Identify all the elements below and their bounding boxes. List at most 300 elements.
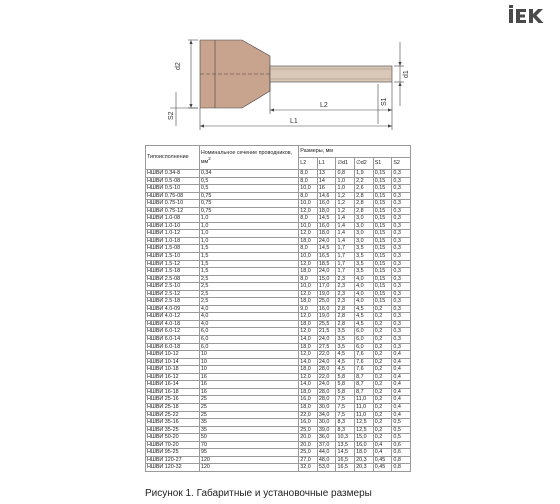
l2-arrow-left <box>270 108 274 111</box>
d1-arrow-bottom <box>398 82 401 86</box>
cell-l1: 18,0 <box>317 207 336 215</box>
cell-d2: 3,5 <box>355 268 374 276</box>
cell-l1: 37,0 <box>317 441 336 449</box>
cell-s1: 0,15 <box>373 290 392 298</box>
cell-type: НШВИ 2.5-08 <box>146 275 200 283</box>
cell-d2: 6,0 <box>355 328 374 336</box>
table-row <box>146 200 411 208</box>
cell-section: 2,5 <box>199 298 298 306</box>
cell-type: НШВИ 1.0-12 <box>146 230 200 238</box>
cell-s1: 0,2 <box>373 403 392 411</box>
cell-d1: 1,7 <box>336 245 355 253</box>
cell-section: 10 <box>199 358 298 366</box>
cell-d2: 8,7 <box>355 388 374 396</box>
cell-s2: 0,3 <box>392 298 411 306</box>
cell-s2: 0,4 <box>392 351 411 359</box>
cell-section: 0,5 <box>199 185 298 193</box>
label-l2: L2 <box>320 102 328 109</box>
table-row <box>146 170 411 178</box>
cell-s2: 0,3 <box>392 275 411 283</box>
cell-l1: 24,0 <box>317 237 336 245</box>
cell-d1: 4,5 <box>336 358 355 366</box>
cell-s1: 0,15 <box>373 237 392 245</box>
cell-s1: 0,2 <box>373 388 392 396</box>
cell-l1: 24,0 <box>317 381 336 389</box>
cell-type: НШВИ 0.75-10 <box>146 200 200 208</box>
cell-l2: 10,0 <box>299 222 318 230</box>
cell-s2: 0,6 <box>392 449 411 457</box>
cell-l1: 48,0 <box>317 456 336 464</box>
cell-s2: 0,3 <box>392 305 411 313</box>
cell-d1: 8,3 <box>336 426 355 434</box>
table-row <box>146 230 411 238</box>
cell-d1: 7,5 <box>336 403 355 411</box>
cell-d1: 3,5 <box>336 336 355 344</box>
cell-l2: 18,0 <box>299 320 318 328</box>
cell-s1: 0,15 <box>373 200 392 208</box>
cell-s1: 0,15 <box>373 185 392 193</box>
cell-d1: 1,2 <box>336 192 355 200</box>
cell-type: НШВИ 0.5-10 <box>146 185 200 193</box>
cell-d2: 4,5 <box>355 313 374 321</box>
cell-l2: 12,0 <box>299 328 318 336</box>
cell-d1: 3,5 <box>336 343 355 351</box>
cell-l1: 25,0 <box>317 298 336 306</box>
cell-s1: 0,2 <box>373 305 392 313</box>
table-row <box>146 403 411 411</box>
table-row <box>146 313 411 321</box>
cell-d2: 20,3 <box>355 456 374 464</box>
header-s1: S1 <box>373 158 392 170</box>
cell-l2: 20,0 <box>299 434 318 442</box>
cell-section: 4,0 <box>199 320 298 328</box>
cell-type: НШВИ 1.0-10 <box>146 222 200 230</box>
cell-type: НШВИ 1.5-18 <box>146 268 200 276</box>
cell-d2: 11,0 <box>355 403 374 411</box>
header-section-unit-sup: 2 <box>208 156 211 162</box>
cell-s2: 0,3 <box>392 313 411 321</box>
cell-l1: 24,0 <box>317 268 336 276</box>
cell-d2: 2,2 <box>355 177 374 185</box>
cell-s1: 0,15 <box>373 253 392 261</box>
logo-i-stem <box>509 9 513 23</box>
header-l1: L1 <box>317 158 336 170</box>
cell-l2: 12,0 <box>299 260 318 268</box>
cell-l2: 12,0 <box>299 207 318 215</box>
cell-type: НШВИ 2.5-12 <box>146 290 200 298</box>
cell-s1: 0,2 <box>373 313 392 321</box>
l2-arrow-right <box>388 108 392 111</box>
cell-d2: 4,0 <box>355 298 374 306</box>
cell-section: 4,0 <box>199 305 298 313</box>
cell-d1: 13,5 <box>336 441 355 449</box>
cell-l1: 16,0 <box>317 200 336 208</box>
cell-d1: 2,3 <box>336 298 355 306</box>
cell-d2: 6,0 <box>355 343 374 351</box>
header-section-unit: мм <box>200 158 209 165</box>
cell-d1: 4,5 <box>336 366 355 374</box>
cell-s2: 0,4 <box>392 411 411 419</box>
cell-s2: 0,4 <box>392 403 411 411</box>
l1-arrow-right <box>388 124 392 127</box>
table-row <box>146 358 411 366</box>
cell-d2: 2,8 <box>355 192 374 200</box>
header-d1: ∅d1 <box>336 158 355 170</box>
cell-s1: 0,2 <box>373 358 392 366</box>
cell-l2: 18,0 <box>299 237 318 245</box>
cell-s1: 0,15 <box>373 222 392 230</box>
table-row <box>146 177 411 185</box>
cell-s1: 0,15 <box>373 283 392 291</box>
cell-type: НШВИ 1.5-12 <box>146 260 200 268</box>
table-row <box>146 260 411 268</box>
cell-s2: 0,4 <box>392 388 411 396</box>
cell-s1: 0,4 <box>373 441 392 449</box>
cell-type: НШВИ 10-12 <box>146 351 200 359</box>
header-section <box>199 146 298 170</box>
cell-d2: 11,0 <box>355 396 374 404</box>
cell-type: НШВИ 35-16 <box>146 419 200 427</box>
cell-section: 10 <box>199 366 298 374</box>
label-l1: L1 <box>290 118 298 125</box>
cell-d2: 3,0 <box>355 215 374 223</box>
cell-l2: 16,0 <box>299 419 318 427</box>
cell-l1: 14 <box>317 177 336 185</box>
table-row <box>146 222 411 230</box>
cell-l1: 22,0 <box>317 373 336 381</box>
table-row <box>146 305 411 313</box>
cell-d1: 1,4 <box>336 222 355 230</box>
cell-d2: 2,8 <box>355 207 374 215</box>
cell-section: 1,5 <box>199 260 298 268</box>
table-row <box>146 396 411 404</box>
cell-l1: 18,0 <box>317 230 336 238</box>
cell-d2: 4,0 <box>355 290 374 298</box>
cell-s1: 0,2 <box>373 426 392 434</box>
cell-s1: 0,2 <box>373 320 392 328</box>
cell-section: 6,0 <box>199 343 298 351</box>
cell-l1: 28,0 <box>317 388 336 396</box>
header-s2: S2 <box>392 158 411 170</box>
cell-d1: 1,4 <box>336 230 355 238</box>
table-body <box>146 170 411 472</box>
cell-l2: 18,0 <box>299 403 318 411</box>
d2-arrow-top <box>189 40 192 44</box>
cell-section: 1,5 <box>199 268 298 276</box>
table-header-row-1 <box>146 146 411 158</box>
cell-l1: 16 <box>317 185 336 193</box>
cell-l1: 30,0 <box>317 403 336 411</box>
cell-d2: 1,9 <box>355 170 374 178</box>
cell-type: НШВИ 6.0-18 <box>146 343 200 351</box>
cell-section: 50 <box>199 434 298 442</box>
cell-d1: 16,5 <box>336 456 355 464</box>
cell-section: 1,5 <box>199 253 298 261</box>
cell-l2: 12,0 <box>299 230 318 238</box>
cell-l2: 10,0 <box>299 185 318 193</box>
cell-d1: 1,0 <box>336 177 355 185</box>
cell-type: НШВИ 16-14 <box>146 381 200 389</box>
cell-s2: 0,3 <box>392 192 411 200</box>
cell-s2: 0,8 <box>392 456 411 464</box>
cell-section: 6,0 <box>199 336 298 344</box>
table-row <box>146 456 411 464</box>
cell-l1: 39,0 <box>317 426 336 434</box>
cell-s1: 0,15 <box>373 215 392 223</box>
cell-l2: 12,0 <box>299 351 318 359</box>
cell-d1: 4,5 <box>336 351 355 359</box>
cell-d1: 1,2 <box>336 207 355 215</box>
table-row <box>146 373 411 381</box>
cell-l2: 18,0 <box>299 343 318 351</box>
cell-d2: 4,0 <box>355 283 374 291</box>
cell-s1: 0,2 <box>373 351 392 359</box>
cell-section: 25 <box>199 396 298 404</box>
cell-d1: 2,3 <box>336 275 355 283</box>
table-row <box>146 381 411 389</box>
logo-e <box>516 9 526 23</box>
cell-s1: 0,45 <box>373 456 392 464</box>
cell-type: НШВИ 4.0-18 <box>146 320 200 328</box>
cell-d2: 2,6 <box>355 185 374 193</box>
collar-body <box>200 40 270 108</box>
cell-l1: 13 <box>317 170 336 178</box>
cell-d1: 10,3 <box>336 434 355 442</box>
cell-type: НШВИ 25-22 <box>146 411 200 419</box>
cell-l1: 16,0 <box>317 222 336 230</box>
d2-arrow-bottom <box>189 104 192 108</box>
cell-d1: 5,8 <box>336 388 355 396</box>
cell-s1: 0,45 <box>373 464 392 472</box>
cell-section: 120 <box>199 464 298 472</box>
cell-d1: 2,8 <box>336 305 355 313</box>
cell-s1: 0,15 <box>373 230 392 238</box>
cell-type: НШВИ 0.5-08 <box>146 177 200 185</box>
cell-l2: 8,0 <box>299 245 318 253</box>
cell-s1: 0,15 <box>373 260 392 268</box>
cell-l1: 28,0 <box>317 366 336 374</box>
cell-l1: 44,0 <box>317 449 336 457</box>
table-row <box>146 411 411 419</box>
cell-section: 1,5 <box>199 245 298 253</box>
cell-type: НШВИ 16-12 <box>146 373 200 381</box>
cell-d1: 2,8 <box>336 320 355 328</box>
table-row <box>146 328 411 336</box>
cell-s2: 0,3 <box>392 268 411 276</box>
cell-l2: 12,0 <box>299 373 318 381</box>
cell-l2: 12,0 <box>299 313 318 321</box>
cell-s1: 0,4 <box>373 449 392 457</box>
cell-type: НШВИ 95-25 <box>146 449 200 457</box>
cell-l1: 24,0 <box>317 336 336 344</box>
cell-d1: 1,4 <box>336 237 355 245</box>
cell-l2: 8,0 <box>299 177 318 185</box>
cell-d2: 4,0 <box>355 275 374 283</box>
cell-s2: 0,4 <box>392 396 411 404</box>
cell-l2: 18,0 <box>299 298 318 306</box>
spec-table <box>145 145 411 472</box>
cell-d2: 2,8 <box>355 200 374 208</box>
table-row <box>146 237 411 245</box>
cell-d2: 4,5 <box>355 305 374 313</box>
cell-s2: 0,3 <box>392 222 411 230</box>
table-row <box>146 343 411 351</box>
header-type: Типоисполнение <box>146 146 200 170</box>
cell-section: 35 <box>199 426 298 434</box>
table-row <box>146 464 411 472</box>
cell-s2: 0,3 <box>392 237 411 245</box>
cell-s2: 0,3 <box>392 320 411 328</box>
table-row <box>146 245 411 253</box>
cell-s2: 0,3 <box>392 290 411 298</box>
table-row <box>146 441 411 449</box>
cell-type: НШВИ 35-25 <box>146 426 200 434</box>
table-row <box>146 336 411 344</box>
cell-s2: 0,3 <box>392 207 411 215</box>
logo-k <box>529 9 544 23</box>
cell-s2: 0,3 <box>392 230 411 238</box>
cell-l2: 14,0 <box>299 358 318 366</box>
cell-s2: 0,4 <box>392 373 411 381</box>
iek-logo <box>509 5 549 23</box>
cell-d1: 8,3 <box>336 419 355 427</box>
cell-section: 120 <box>199 456 298 464</box>
table-row <box>146 290 411 298</box>
cell-section: 95 <box>199 449 298 457</box>
cell-l2: 27,0 <box>299 456 318 464</box>
cell-s1: 0,2 <box>373 373 392 381</box>
cell-d1: 0,8 <box>336 170 355 178</box>
cell-s1: 0,15 <box>373 170 392 178</box>
cell-s1: 0,2 <box>373 411 392 419</box>
cell-l2: 25,0 <box>299 449 318 457</box>
cell-l1: 34,0 <box>317 411 336 419</box>
cell-l2: 10,0 <box>299 200 318 208</box>
cell-l1: 30,0 <box>317 419 336 427</box>
label-d2: d2 <box>175 62 182 70</box>
cell-s2: 0,5 <box>392 426 411 434</box>
cell-l2: 8,0 <box>299 275 318 283</box>
cell-s1: 0,2 <box>373 381 392 389</box>
cell-s2: 0,3 <box>392 185 411 193</box>
table-row <box>146 268 411 276</box>
cell-d1: 2,3 <box>336 290 355 298</box>
d1-arrow-top <box>398 62 401 66</box>
table-row <box>146 275 411 283</box>
cell-d2: 20,3 <box>355 464 374 472</box>
cell-section: 0,75 <box>199 207 298 215</box>
cell-s2: 0,4 <box>392 381 411 389</box>
cell-d1: 1,2 <box>336 200 355 208</box>
table-row <box>146 298 411 306</box>
cell-l1: 14,5 <box>317 215 336 223</box>
cell-s1: 0,2 <box>373 396 392 404</box>
cell-d2: 8,7 <box>355 381 374 389</box>
table-row <box>146 283 411 291</box>
header-sizes: Размеры, мм <box>299 146 411 158</box>
cell-l1: 15,0 <box>317 275 336 283</box>
cell-l1: 14,5 <box>317 245 336 253</box>
cell-section: 0,5 <box>199 177 298 185</box>
cell-d1: 1,0 <box>336 185 355 193</box>
cell-d1: 1,7 <box>336 260 355 268</box>
cell-l2: 18,0 <box>299 366 318 374</box>
cell-l1: 53,0 <box>317 464 336 472</box>
cell-section: 6,0 <box>199 328 298 336</box>
cell-l1: 27,5 <box>317 343 336 351</box>
cell-section: 0,75 <box>199 192 298 200</box>
table-row <box>146 426 411 434</box>
cell-d1: 1,7 <box>336 268 355 276</box>
cell-d2: 3,0 <box>355 237 374 245</box>
cell-l1: 22,0 <box>317 351 336 359</box>
cell-s2: 0,3 <box>392 200 411 208</box>
cell-d2: 7,6 <box>355 358 374 366</box>
cell-type: НШВИ 70-20 <box>146 441 200 449</box>
label-s1: S1 <box>381 97 388 106</box>
cell-type: НШВИ 4.0-12 <box>146 313 200 321</box>
cell-section: 4,0 <box>199 313 298 321</box>
cell-type: НШВИ 25-16 <box>146 396 200 404</box>
cell-section: 70 <box>199 441 298 449</box>
l1-arrow-left <box>200 124 204 127</box>
cell-s2: 0,5 <box>392 434 411 442</box>
cell-s1: 0,2 <box>373 366 392 374</box>
cell-s2: 0,3 <box>392 253 411 261</box>
cell-l2: 8,0 <box>299 170 318 178</box>
cell-l1: 25,5 <box>317 320 336 328</box>
cell-l2: 18,0 <box>299 268 318 276</box>
table-row <box>146 388 411 396</box>
cell-d2: 16,0 <box>355 441 374 449</box>
cell-d2: 8,7 <box>355 373 374 381</box>
cell-type: НШВИ 10-18 <box>146 366 200 374</box>
cell-type: НШВИ 10-14 <box>146 358 200 366</box>
cell-s1: 0,2 <box>373 336 392 344</box>
cell-l2: 10,0 <box>299 253 318 261</box>
cell-l2: 14,0 <box>299 336 318 344</box>
cell-d2: 12,5 <box>355 426 374 434</box>
cell-s1: 0,15 <box>373 298 392 306</box>
cell-s2: 0,4 <box>392 358 411 366</box>
cell-s1: 0,2 <box>373 328 392 336</box>
cell-s2: 0,3 <box>392 177 411 185</box>
table-row <box>146 351 411 359</box>
cell-d2: 3,0 <box>355 230 374 238</box>
cell-l2: 10,0 <box>299 283 318 291</box>
cell-s1: 0,2 <box>373 343 392 351</box>
table-row <box>146 185 411 193</box>
cell-d1: 16,5 <box>336 464 355 472</box>
table-row <box>146 215 411 223</box>
cell-type: НШВИ 16-18 <box>146 388 200 396</box>
cell-section: 10 <box>199 351 298 359</box>
header-section-text: Номинальное сечение проводников, <box>200 149 293 156</box>
cell-type: НШВИ 6.0-14 <box>146 336 200 344</box>
cell-type: НШВИ 2.5-10 <box>146 283 200 291</box>
cell-l2: 22,0 <box>299 411 318 419</box>
cell-d1: 7,5 <box>336 396 355 404</box>
cell-s1: 0,2 <box>373 419 392 427</box>
cell-d2: 15,0 <box>355 434 374 442</box>
cell-type: НШВИ 50-20 <box>146 434 200 442</box>
cell-section: 35 <box>199 419 298 427</box>
cell-type: НШВИ 0.75-08 <box>146 192 200 200</box>
cell-l1: 28,0 <box>317 396 336 404</box>
cell-l1: 16,0 <box>317 305 336 313</box>
cell-s2: 0,5 <box>392 419 411 427</box>
cell-type: НШВИ 1.0-08 <box>146 215 200 223</box>
